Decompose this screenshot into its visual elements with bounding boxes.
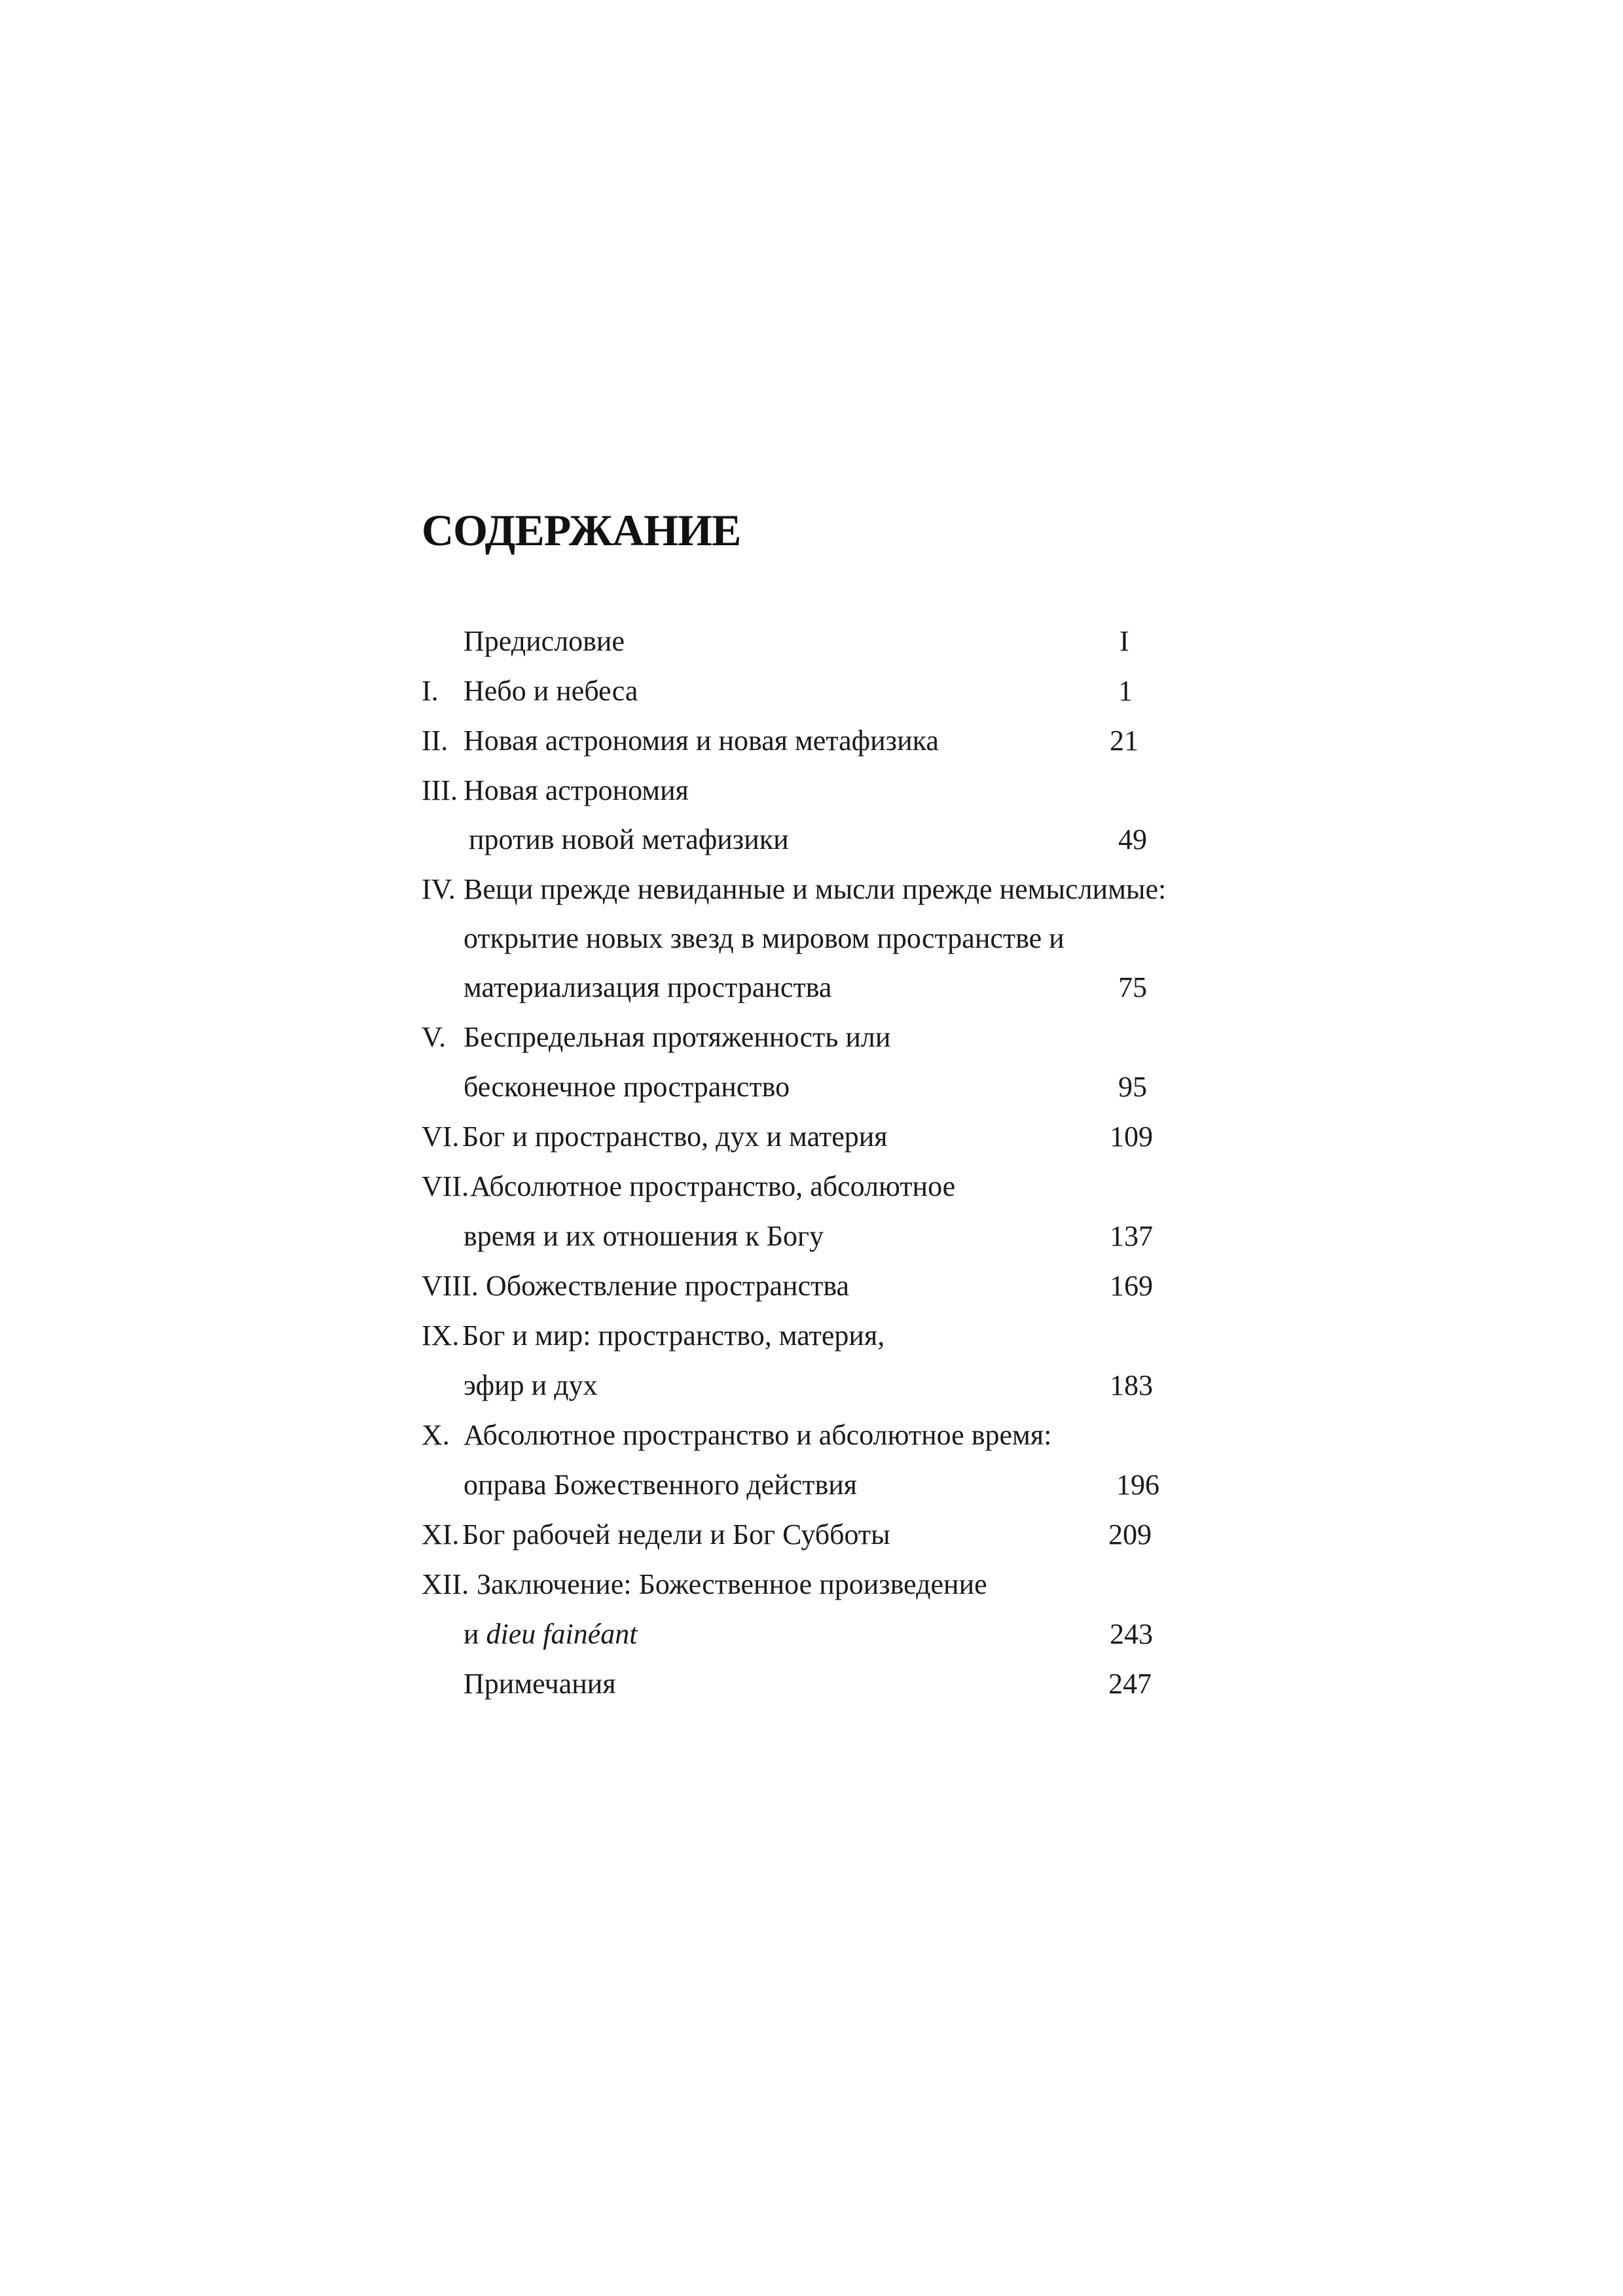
toc-entry-3-page: 49 — [1118, 823, 1147, 855]
toc-entry-5-page: 95 — [1118, 1071, 1147, 1103]
toc-entry-4-number: IV. — [422, 873, 456, 905]
toc-entry-notes-page: 247 — [1108, 1668, 1152, 1700]
toc-entry-9-label-line2: эфир и дух — [464, 1369, 598, 1401]
toc-entry-9-number: IX. — [422, 1319, 460, 1352]
toc-entry-1-page: 1 — [1118, 675, 1133, 707]
toc-entry-1-number: I. — [422, 675, 439, 707]
page-title: СОДЕРЖАНИЕ — [422, 505, 741, 555]
toc-entry-3-label-line2: против новой метафизики — [469, 823, 789, 855]
toc-entry-10-label-line2: оправа Божественного действия — [464, 1469, 858, 1501]
toc-entry-10-number: X. — [422, 1419, 450, 1451]
toc-entry-12-label-line2 — [464, 1615, 638, 1654]
toc-entry-6-page: 109 — [1110, 1121, 1153, 1153]
toc-entry-9-label-line1: Бог и мир: пространство, материя, — [462, 1319, 885, 1352]
toc-entry-2-page: 21 — [1110, 725, 1139, 757]
toc-entry-9-page: 183 — [1110, 1369, 1153, 1401]
toc-entry-11-number: XI. — [422, 1518, 460, 1551]
toc-entry-1-label: Небо и небеса — [464, 675, 638, 707]
toc-entry-6-number: VI. — [422, 1121, 460, 1153]
toc-entry-12-label-line1: Заключение: Божественное произведение — [477, 1568, 987, 1600]
toc-entry-12-label-line2-prefix: и — [464, 1618, 479, 1650]
toc-entry-8-page: 169 — [1110, 1270, 1153, 1302]
toc-entry-12-label-line2-italic: dieu fainéant — [486, 1618, 638, 1650]
toc-entry-8-label: Обожествление пространства — [486, 1270, 850, 1302]
toc-entry-12-page: 243 — [1110, 1618, 1153, 1650]
toc-entry-6-label: Бог и пространство, дух и материя — [462, 1121, 888, 1153]
toc-entry-10-page: 196 — [1116, 1469, 1159, 1501]
toc-entry-8-number: VIII. — [422, 1270, 479, 1302]
toc-entry-5-label-line2: бесконечное пространство — [464, 1071, 790, 1103]
toc-entry-4-label-line1: Вещи прежде невиданные и мысли прежде немыслимые: — [464, 873, 1167, 905]
toc-entry-7-label-line2: время и их отношения к Богу — [464, 1220, 824, 1252]
toc-entry-12-number: XII. — [422, 1568, 469, 1600]
toc-entry-5-number: V. — [422, 1021, 447, 1053]
toc-entry-5-label-line1: Беспредельная протяженность или — [464, 1021, 891, 1053]
toc-entry-4-page: 75 — [1118, 971, 1147, 1003]
toc-entry-preface-label: Предисловие — [464, 625, 625, 657]
toc-entry-4-label-line2: открытие новых звезд в мировом пространстве и — [464, 922, 1065, 954]
toc-entry-preface-page: I — [1120, 625, 1129, 657]
toc-entry-3-number: III. — [422, 774, 458, 806]
toc-entry-2-number: II. — [422, 725, 448, 757]
toc-entry-10-label-line1: Абсолютное пространство и абсолютное время: — [464, 1419, 1052, 1451]
toc-entry-3-label-line1: Новая астрономия — [464, 774, 689, 806]
toc-entry-4-label-line3: материализация пространства — [464, 971, 832, 1003]
toc-entry-2-label: Новая астрономия и новая метафизика — [464, 725, 939, 757]
toc-entry-notes-label: Примечания — [464, 1668, 616, 1700]
toc-entry-11-page: 209 — [1108, 1518, 1152, 1551]
toc-entry-7-number: VII. — [422, 1170, 469, 1202]
toc-entry-11-label: Бог рабочей недели и Бог Субботы — [462, 1518, 890, 1551]
toc-entry-7-label-line1: Абсолютное пространство, абсолютное — [470, 1170, 956, 1202]
toc-entry-7-page: 137 — [1110, 1220, 1153, 1252]
